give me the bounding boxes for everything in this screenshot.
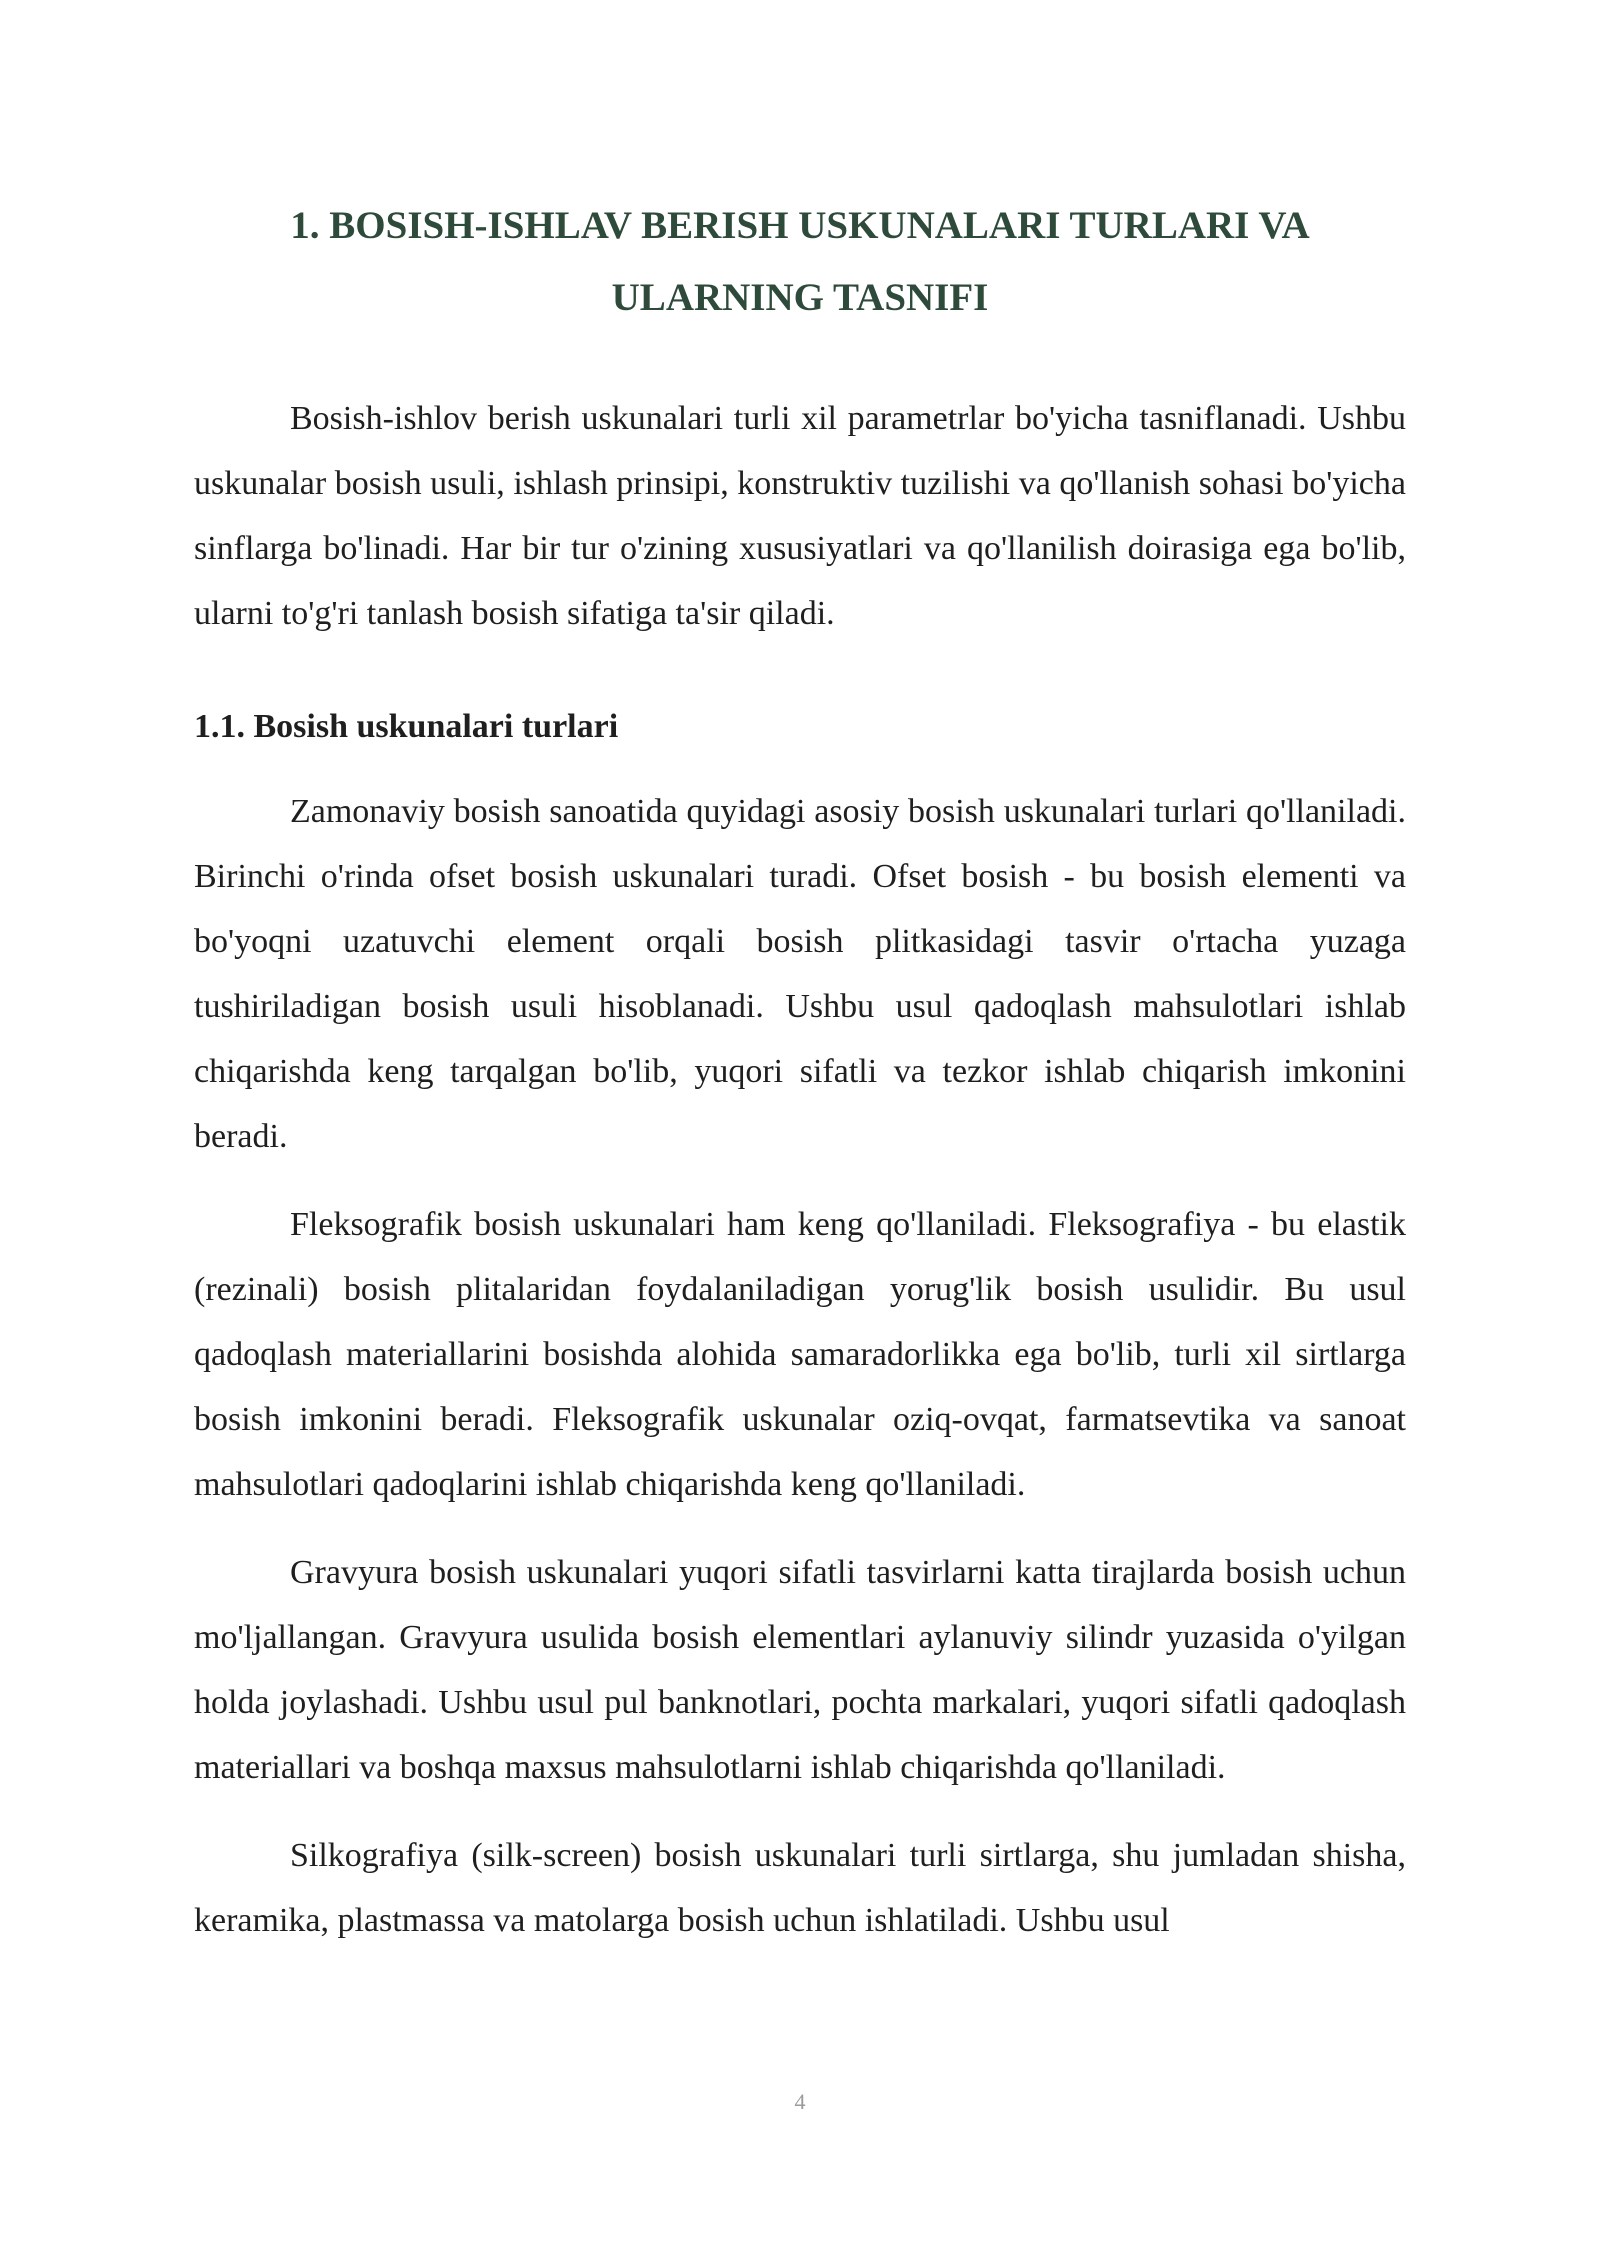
page-content xyxy=(194,190,1406,1953)
paragraph-offset-printing: Zamonaviy bosish sanoatida quyidagi asosiy bosish uskunalari turlari qo'llaniladi. Birinchi o'rinda ofset bosish uskunalari turadi. Ofset bosish - bu bosish elementi va bo'yoqni uzatuvchi element orqali bosish plitkasidagi tasvir o'rtacha yuzaga tushiriladigan bosish usuli hisoblanadi. Ushbu usul qadoqlash mahsulotlari ishlab chiqarishda keng tarqalgan bo'lib, yuqori sifatli va tezkor ishlab chiqarish imkonini beradi. xyxy=(194,793,1406,1155)
chapter-title-line-1: 1. BOSISH-ISHLAV BERISH USKUNALARI TURLARI VA xyxy=(290,204,1310,247)
paragraph-gravure: Gravyura bosish uskunalari yuqori sifatli tasvirlarni katta tirajlarda bosish uchun mo'ljallangan. Gravyura usulida bosish elementlari aylanuviy silindr yuzasida o'yilgan holda joylashadi. Ushbu usul pul banknotlari, pochta markalari, yuqori sifatli qadoqlash materiallari va boshqa maxsus mahsulotlarni ishlab chiqarishda qo'llaniladi. xyxy=(194,1554,1406,1786)
section-heading: 1.1. Bosish uskunalari turlari xyxy=(194,708,619,745)
chapter-title-line-2: ULARNING TASNIFI xyxy=(611,276,989,319)
paragraph-flexography: Fleksografik bosish uskunalari ham keng qo'llaniladi. Fleksografiya - bu elastik (rezinali) bosish plitalaridan foydalaniladigan yorug'lik bosish usulidir. Bu usul qadoqlash materiallarini bosishda alohida samaradorlikka ega bo'lib, turli xil sirtlarga bosish imkonini beradi. Fleksografik uskunalar oziq-ovqat, farmatsevtika va sanoat mahsulotlari qadoqlarini ishlab chiqarishda keng qo'llaniladi. xyxy=(194,1206,1406,1503)
page-number: 4 xyxy=(794,2089,806,2114)
chapter-title xyxy=(194,190,1406,334)
intro-paragraph: Bosish-ishlov berish uskunalari turli xil parametrlar bo'yicha tasniflanadi. Ushbu uskunalar bosish usuli, ishlash prinsipi, konstruktiv tuzilishi va qo'llanish sohasi bo'yicha sinflarga bo'linadi. Har bir tur o'zining xususiyatlari va qo'llanilish doirasiga ega bo'lib, ularni to'g'ri tanlash bosish sifatiga ta'sir qiladi. xyxy=(194,400,1406,632)
paragraph-silkscreen: Silkografiya (silk-screen) bosish uskunalari turli sirtlarga, shu jumladan shisha, keramika, plastmassa va matolarga bosish uchun ishlatiladi. Ushbu usul xyxy=(194,1837,1406,1939)
